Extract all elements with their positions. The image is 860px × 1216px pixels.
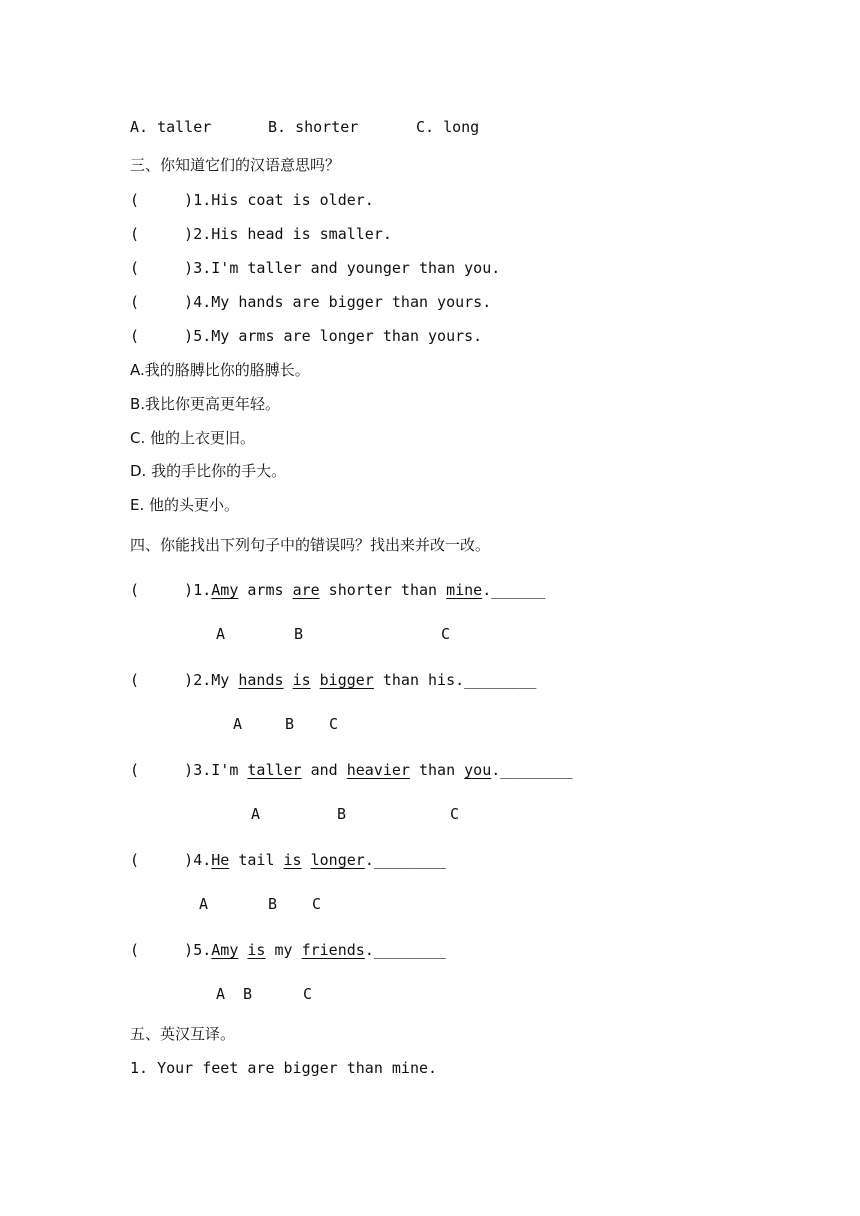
option-a: A. taller (130, 118, 212, 136)
plain-text (302, 851, 311, 869)
answer-blank[interactable]: ( ) (130, 581, 194, 599)
label-b: B (285, 715, 295, 733)
answer-blank[interactable]: ( ) (130, 851, 194, 869)
section-3-item (130, 326, 482, 346)
underlined-word: friends (301, 941, 365, 959)
label-b: B (337, 805, 347, 823)
underlined-word: bigger (319, 671, 374, 689)
label-b: B (243, 985, 253, 1003)
error-item (130, 760, 573, 780)
item-number: 2.My (193, 671, 239, 689)
underlined-word: is (247, 941, 266, 959)
label-a: A (216, 625, 226, 643)
error-item (130, 850, 446, 870)
label-b: B (294, 625, 304, 643)
translation-item: 1. Your feet are bigger than mine. (130, 1059, 438, 1077)
chinese-choice: B.我比你更高更年轻。 (130, 395, 281, 413)
sentence-text: 1.His coat is older. (193, 191, 374, 209)
underlined-word: hands (238, 671, 284, 689)
underlined-word: longer (310, 851, 365, 869)
answer-blank[interactable]: ( ) (130, 191, 194, 209)
correction-blank[interactable]: .________ (364, 941, 447, 959)
answer-blank[interactable]: ( ) (130, 761, 194, 779)
underlined-word: mine (446, 581, 483, 599)
error-item (130, 580, 545, 600)
section-3-heading: 三、你知道它们的汉语意思吗？ (130, 156, 341, 174)
sentence-text: 4.My hands are bigger than yours. (193, 293, 492, 311)
correction-blank[interactable]: .________ (364, 851, 447, 869)
section-3-item (130, 292, 491, 312)
correction-blank[interactable]: .______ (482, 581, 546, 599)
label-a: A (251, 805, 261, 823)
item-number: 4. (193, 851, 212, 869)
sentence-text: 5.My arms are longer than yours. (193, 327, 483, 345)
underlined-word: you (464, 761, 492, 779)
option-b: B. shorter (268, 118, 359, 136)
answer-blank[interactable]: ( ) (130, 671, 194, 689)
plain-text: arms (238, 581, 293, 599)
answer-blank[interactable]: ( ) (130, 293, 194, 311)
underlined-word: He (211, 851, 230, 869)
sentence-text: 3.I'm taller and younger than you. (193, 259, 501, 277)
chinese-choice: C. 他的上衣更旧。 (130, 429, 256, 447)
error-item (130, 670, 536, 690)
section-4-heading: 四、你能找出下列句子中的错误吗？找出来并改一改。 (130, 536, 491, 554)
chinese-choice: A.我的胳膊比你的胳膊长。 (130, 361, 310, 379)
answer-blank[interactable]: ( ) (130, 941, 194, 959)
label-a: A (233, 715, 243, 733)
plain-text: and (301, 761, 347, 779)
chinese-choice: D. 我的手比你的手大。 (130, 462, 287, 480)
label-c: C (303, 985, 313, 1003)
error-item (130, 940, 446, 960)
option-c: C. long (416, 118, 480, 136)
label-c: C (329, 715, 339, 733)
plain-text: than (409, 761, 465, 779)
section-5-heading: 五、英汉互译。 (130, 1025, 236, 1043)
underlined-word: are (292, 581, 320, 599)
label-a: A (199, 895, 209, 913)
label-c: C (441, 625, 451, 643)
section-3-item (130, 224, 392, 244)
plain-text (311, 671, 320, 689)
item-number: 1. (193, 581, 212, 599)
plain-text: my (265, 941, 302, 959)
answer-blank[interactable]: ( ) (130, 327, 194, 345)
item-number: 3.I'm (193, 761, 248, 779)
correction-blank[interactable]: .________ (491, 761, 573, 779)
label-c: C (312, 895, 322, 913)
answer-blank[interactable]: ( ) (130, 259, 194, 277)
label-c: C (450, 805, 460, 823)
label-a: A (216, 985, 226, 1003)
label-b: B (268, 895, 278, 913)
underlined-word: Amy (211, 941, 239, 959)
underlined-word: heavier (346, 761, 410, 779)
plain-text (284, 671, 293, 689)
answer-blank[interactable]: ( ) (130, 225, 194, 243)
chinese-choice: E. 他的头更小。 (130, 496, 240, 514)
correction-blank[interactable]: than his.________ (373, 671, 537, 689)
underlined-word: taller (247, 761, 302, 779)
item-number: 5. (193, 941, 212, 959)
plain-text: tail (229, 851, 284, 869)
section-3-item (130, 190, 374, 210)
underlined-word: is (292, 671, 311, 689)
underlined-word: is (283, 851, 302, 869)
sentence-text: 2.His head is smaller. (193, 225, 392, 243)
section-3-item (130, 258, 500, 278)
underlined-word: Amy (211, 581, 239, 599)
plain-text: shorter than (319, 581, 447, 599)
